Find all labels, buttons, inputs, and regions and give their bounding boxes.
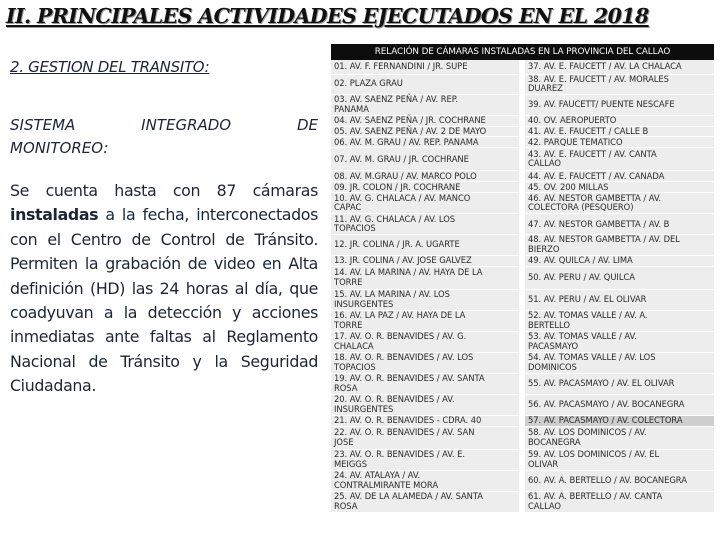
- camera-location-line: TOPACIOS: [334, 223, 376, 234]
- table-row: [331, 235, 714, 256]
- camera-cell-left: [331, 395, 522, 416]
- camera-location-line: JOSE: [334, 437, 354, 448]
- camera-location-line: CAPAC: [334, 202, 362, 213]
- body-text-end: a la fecha, interconectados con el Centro de Control de Tránsito. Permiten la grabación de video en Alta definición (HD) las 24 horas al día, que coadyuvan a la detección y acciones inmediatas ante faltas al Reglamento Nacional de Tránsito y la Seguridad Ciudadana.: [10, 205, 318, 396]
- camera-location-line: 08. AV. M.GRAU / AV. MARCO POLO: [334, 170, 477, 181]
- camera-cell-left: [331, 60, 522, 74]
- table-header: RELACIÓN DE CÁMARAS INSTALADAS EN LA PROVINCIA DEL CALLAO: [331, 44, 714, 60]
- camera-cell-right: [522, 471, 714, 492]
- camera-location-line: 23. AV. O. R. BENAVIDES / AV. E.: [334, 449, 465, 460]
- camera-cell-left: [331, 182, 522, 193]
- camera-cell-right: [522, 148, 714, 171]
- camera-location-line: BOCANEGRA: [528, 437, 581, 448]
- camera-cell-right: [522, 137, 714, 148]
- table-row: [331, 171, 714, 182]
- camera-location-line: PANAMA: [334, 103, 369, 114]
- table-row: [331, 115, 714, 126]
- camera-location-line: ROSA: [334, 501, 358, 512]
- camera-location-line: 37. AV. E. FAUCETT / AV. LA CHALACA: [528, 60, 682, 71]
- camera-location-line: 22. AV. O. R. BENAVIDES / AV. SAN: [334, 427, 475, 438]
- table-row: [331, 416, 714, 427]
- camera-location-line: PACASMAYO: [528, 341, 579, 352]
- table-row: [331, 148, 714, 171]
- camera-cell-left: [331, 193, 522, 214]
- table-row: [331, 395, 714, 416]
- camera-cell-left: [331, 126, 522, 137]
- camera-location-line: 45. OV. 200 MILLAS: [528, 181, 609, 192]
- table-row: [331, 74, 714, 95]
- camera-location-line: 18. AV. O. R. BENAVIDES / AV. LOS: [334, 352, 474, 363]
- camera-location-line: CALLAO: [528, 158, 561, 169]
- camera-cell-left: [331, 214, 522, 235]
- camera-location-line: COLECTORA (PESQUERO): [528, 202, 634, 213]
- camera-location-line: 46. AV. NESTOR GAMBETTA / AV.: [528, 192, 662, 203]
- camera-location-line: 41. AV. E. FAUCETT / CALLE B: [528, 125, 649, 136]
- camera-cell-left: [331, 74, 522, 95]
- camera-cell-right: [522, 60, 714, 74]
- camera-location-line: 01. AV. F. FERNANDINI / JR. SUPE: [334, 60, 468, 71]
- camera-cell-right: [522, 427, 714, 450]
- camera-location-line: 54. AV. TOMAS VALLE / AV. LOS: [528, 352, 656, 363]
- camera-location-line: 60. AV. A. BERTELLO / AV. BOCANEGRA: [528, 475, 687, 486]
- table-row: [331, 492, 714, 513]
- table-row: [331, 137, 714, 148]
- camera-location-line: CALLAO: [528, 501, 561, 512]
- camera-cell-left: [331, 290, 522, 311]
- camera-location-line: TORRE: [334, 277, 363, 288]
- camera-location-line: TOPACIOS: [334, 362, 376, 373]
- camera-location-line: 02. PLAZA GRAU: [334, 78, 403, 89]
- cameras-table: [331, 60, 714, 513]
- camera-cell-left: [331, 256, 522, 267]
- camera-cell-left: [331, 492, 522, 513]
- camera-cell-right: [522, 416, 714, 427]
- camera-location-line: 11. AV. G. CHALACA / AV. LOS: [334, 213, 456, 224]
- camera-location-line: 12. JR. COLINA / JR. A. UGARTE: [334, 239, 460, 250]
- camera-cell-right: [522, 290, 714, 311]
- camera-cell-right: [522, 450, 714, 471]
- camera-cell-right: [522, 235, 714, 256]
- camera-cell-left: [331, 137, 522, 148]
- camera-location-line: 55. AV. PACASMAYO / AV. EL OLIVAR: [528, 378, 675, 389]
- system-heading: [10, 114, 318, 137]
- camera-location-line: DOMINICOS: [528, 362, 577, 373]
- table-row: [331, 427, 714, 450]
- camera-location-line: 59. AV. LOS DOMINICOS / AV. EL: [528, 449, 660, 460]
- camera-cell-right: [522, 267, 714, 290]
- table-row: [331, 267, 714, 290]
- camera-location-line: 38. AV. E. FAUCETT / AV. MORALES: [528, 73, 669, 84]
- camera-location-line: 07. AV. M. GRAU / JR. COCHRANE: [334, 153, 469, 164]
- camera-location-line: 20. AV. O. R. BENAVIDES / AV.: [334, 394, 455, 405]
- camera-cell-right: [522, 182, 714, 193]
- table-row: [331, 450, 714, 471]
- camera-location-line: 57. AV. PACASMAYO / AV. COLECTORA: [528, 415, 683, 426]
- body-paragraph: [10, 179, 318, 399]
- system-heading-word-3: DE: [296, 116, 318, 134]
- camera-cell-left: [331, 374, 522, 395]
- camera-location-line: MEIGGS: [334, 459, 367, 470]
- table-row: [331, 182, 714, 193]
- camera-cell-right: [522, 171, 714, 182]
- camera-location-line: 43. AV. E. FAUCETT / AV. CANTA: [528, 148, 657, 159]
- camera-location-line: 53. AV. TOMAS VALLE / AV.: [528, 331, 637, 342]
- camera-cell-left: [331, 95, 522, 116]
- camera-location-line: 04. AV. SAENZ PEÑA / JR. COCHRANE: [334, 114, 486, 125]
- camera-cell-left: [331, 471, 522, 492]
- table-row: [331, 256, 714, 267]
- camera-location-line: 13. JR. COLINA / AV. JOSE GALVEZ: [334, 255, 472, 266]
- system-heading-word-2: INTEGRADO: [141, 116, 232, 134]
- camera-cell-right: [522, 374, 714, 395]
- camera-location-line: 25. AV. DE LA ALAMEDA / AV. SANTA: [334, 491, 483, 502]
- slide-title: II. PRINCIPALES ACTIVIDADES EJECUTADOS EN EL 2018: [6, 4, 649, 28]
- camera-location-line: 61. AV. A. BERTELLO / AV. CANTA: [528, 491, 663, 502]
- system-heading-word-1: SISTEMA: [10, 116, 76, 134]
- camera-location-line: 10. AV. G. CHALACA / AV. MANCO: [334, 192, 471, 203]
- camera-cell-right: [522, 332, 714, 353]
- table-row: [331, 290, 714, 311]
- camera-location-line: INSURGENTES: [334, 299, 394, 310]
- cameras-table-panel: [331, 44, 714, 540]
- camera-location-line: BIERZO: [528, 244, 560, 255]
- body-text-start: Se cuenta hasta con 87 cámaras: [10, 181, 318, 200]
- camera-location-line: 06. AV. M. GRAU / AV. REP. PANAMA: [334, 136, 479, 147]
- camera-location-line: BERTELLO: [528, 320, 570, 331]
- camera-location-line: 17. AV. O. R. BENAVIDES / AV. G.: [334, 331, 467, 342]
- camera-location-line: 39. AV. FAUCETT/ PUENTE NESCAFE: [528, 98, 675, 109]
- camera-location-line: 56. AV. PACASMAYO / AV. BOCANEGRA: [528, 399, 685, 410]
- camera-cell-right: [522, 126, 714, 137]
- camera-cell-left: [331, 332, 522, 353]
- camera-location-line: 48. AV. NESTOR GAMBETTA / AV. DEL: [528, 234, 680, 245]
- camera-location-line: 24. AV. ATALAYA / AV.: [334, 470, 421, 481]
- camera-location-line: 42. PARQUE TEMATICO: [528, 136, 623, 147]
- body-text-bold: instaladas: [10, 205, 99, 225]
- camera-cell-left: [331, 171, 522, 182]
- camera-location-line: 09. JR. COLON / JR. COCHRANE: [334, 181, 461, 192]
- camera-cell-left: [331, 353, 522, 374]
- camera-cell-left: [331, 267, 522, 290]
- camera-location-line: 15. AV. LA MARINA / AV. LOS: [334, 289, 450, 300]
- camera-location-line: 58. AV. LOS DOMINICOS / AV.: [528, 427, 647, 438]
- camera-location-line: TORRE: [334, 320, 363, 331]
- camera-location-line: 03. AV. SAENZ PEÑA / AV. REP.: [334, 94, 459, 105]
- table-row: [331, 332, 714, 353]
- camera-location-line: 49. AV. QUILCA / AV. LIMA: [528, 255, 633, 266]
- table-row: [331, 126, 714, 137]
- camera-cell-left: [331, 450, 522, 471]
- camera-location-line: 19. AV. O. R. BENAVIDES / AV. SANTA: [334, 373, 485, 384]
- table-row: [331, 311, 714, 332]
- table-row: [331, 95, 714, 116]
- table-row: [331, 214, 714, 235]
- camera-cell-right: [522, 193, 714, 214]
- camera-cell-left: [331, 427, 522, 450]
- camera-location-line: DUAREZ: [528, 83, 563, 94]
- cameras-table-body: [331, 60, 714, 513]
- table-row: [331, 471, 714, 492]
- camera-location-line: 52. AV. TOMAS VALLE / AV. A.: [528, 310, 648, 321]
- camera-cell-left: [331, 148, 522, 171]
- camera-location-line: 21. AV. O. R. BENAVIDES - CDRA. 40: [334, 415, 482, 426]
- camera-location-line: 14. AV. LA MARINA / AV. HAYA DE LA: [334, 267, 483, 278]
- camera-cell-left: [331, 416, 522, 427]
- camera-cell-right: [522, 311, 714, 332]
- camera-cell-left: [331, 235, 522, 256]
- camera-location-line: 40. OV. AEROPUERTO: [528, 114, 617, 125]
- camera-cell-right: [522, 395, 714, 416]
- camera-location-line: INSURGENTES: [334, 404, 394, 415]
- camera-cell-right: [522, 256, 714, 267]
- table-row: [331, 374, 714, 395]
- camera-cell-right: [522, 74, 714, 95]
- camera-location-line: CONTRALMIRANTE MORA: [334, 480, 439, 491]
- camera-cell-right: [522, 95, 714, 116]
- camera-location-line: CHALACA: [334, 341, 374, 352]
- camera-location-line: 51. AV. PERU / AV. EL OLIVAR: [528, 294, 647, 305]
- system-heading-monitoreo: MONITOREO:: [10, 139, 109, 157]
- table-row: [331, 60, 714, 74]
- camera-location-line: 50. AV. PERU / AV. QUILCA: [528, 272, 635, 283]
- camera-location-line: ROSA: [334, 383, 358, 394]
- camera-location-line: OLIVAR: [528, 459, 559, 470]
- camera-location-line: 44. AV. E. FAUCETT / AV. CANADA: [528, 170, 665, 181]
- camera-cell-right: [522, 115, 714, 126]
- left-column: [10, 58, 318, 414]
- camera-cell-right: [522, 492, 714, 513]
- camera-location-line: 05. AV. SAENZ PEÑA / AV. 2 DE MAYO: [334, 125, 487, 136]
- camera-cell-right: [522, 353, 714, 374]
- table-row: [331, 193, 714, 214]
- camera-cell-left: [331, 311, 522, 332]
- camera-location-line: 16. AV. LA PAZ / AV. HAYA DE LA: [334, 310, 466, 321]
- camera-cell-left: [331, 115, 522, 126]
- camera-location-line: 47. AV. NESTOR GAMBETTA / AV. B: [528, 218, 670, 229]
- camera-cell-right: [522, 214, 714, 235]
- table-row: [331, 353, 714, 374]
- section-title: 2. GESTION DEL TRANSITO:: [10, 58, 210, 76]
